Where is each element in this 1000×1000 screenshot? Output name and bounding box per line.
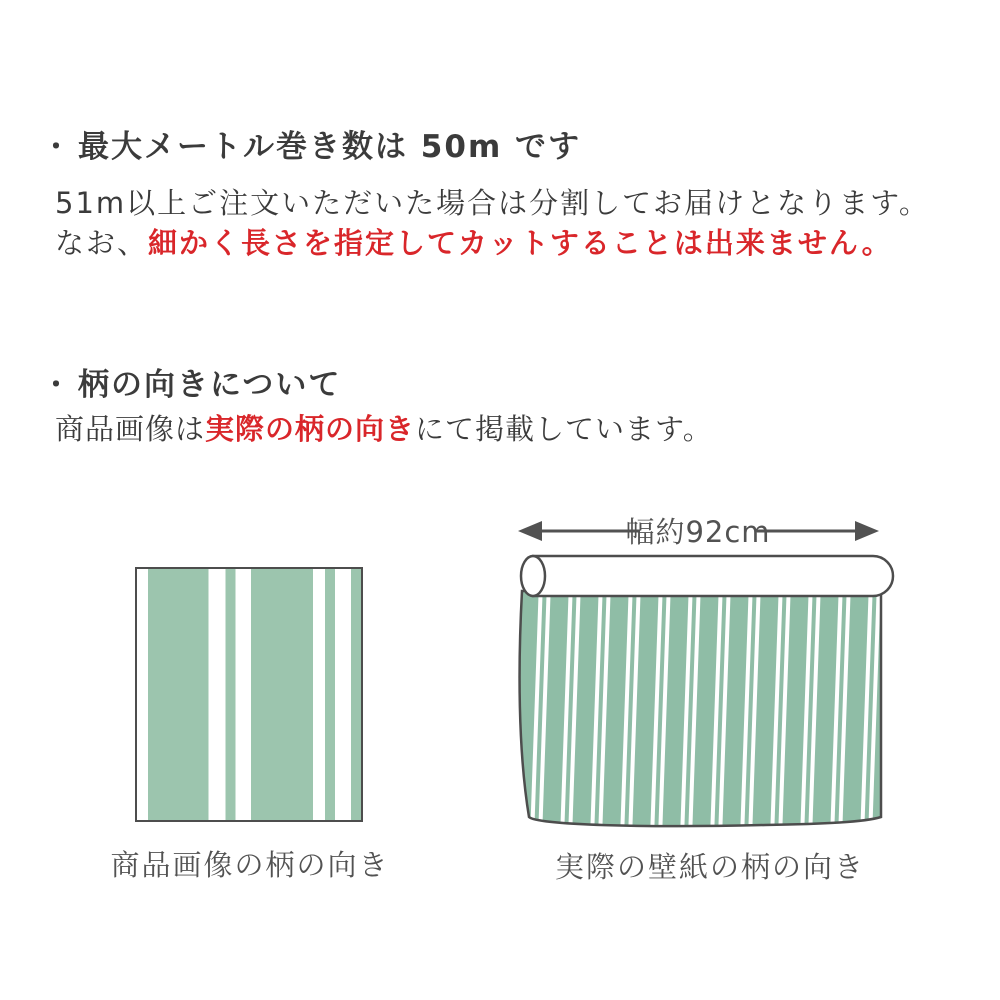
product-image-note-prefix: 商品画像は <box>55 412 206 446</box>
no-cut-note-prefix: なお、 <box>55 226 149 260</box>
actual-wallpaper-caption: 実際の壁紙の柄の向き <box>554 850 865 884</box>
no-cut-note-highlight: 細かく長さを指定してカットすることは出来ません。 <box>148 226 893 260</box>
split-delivery-note: 51m以上ご注文いただいた場合は分割してお届けとなります。 <box>55 186 930 220</box>
product-image-note-suffix: にて掲載しています。 <box>415 412 713 446</box>
roll-tube <box>521 556 893 596</box>
width-label: 幅約92cm <box>625 515 771 549</box>
actual-direction-highlight: 実際の柄の向き <box>205 412 416 446</box>
wallpaper-roll-illustration <box>495 495 915 890</box>
bullet-icon: ・ <box>42 130 73 163</box>
max-roll-heading-text: 最大メートル巻き数は 50m です <box>78 129 582 165</box>
no-cut-note <box>55 223 893 263</box>
product-image-figure <box>135 567 363 822</box>
pattern-direction-heading <box>42 365 341 405</box>
wallpaper-sheet <box>520 591 881 826</box>
bullet-icon: ・ <box>42 368 73 401</box>
width-arrow <box>518 515 879 549</box>
max-roll-heading <box>42 127 581 167</box>
product-image-note <box>55 409 713 449</box>
product-image-caption: 商品画像の柄の向き <box>110 848 390 882</box>
pattern-direction-heading-text: 柄の向きについて <box>78 367 342 403</box>
